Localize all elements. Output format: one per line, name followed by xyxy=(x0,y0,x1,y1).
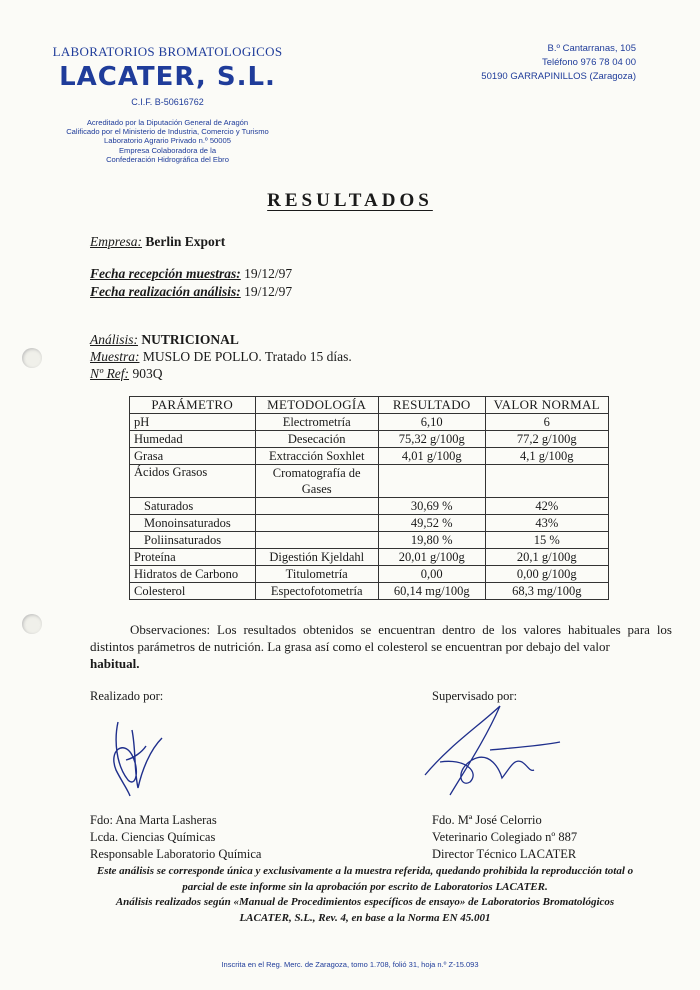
cell-parametro: Colesterol xyxy=(130,583,256,600)
table-row xyxy=(130,465,609,498)
cell-parametro: Poliinsaturados xyxy=(130,532,256,549)
cell-resultado: 49,52 % xyxy=(378,515,485,532)
cell-parametro: Hidratos de Carbono xyxy=(130,566,256,583)
cell-valor-normal: 6 xyxy=(485,414,608,431)
cell-metodologia: Digestión Kjeldahl xyxy=(255,549,378,566)
analisis-label: Análisis: xyxy=(90,332,139,347)
observations-text: Observaciones: Los resultados obtenidos se encuentran dentro de los valores habituales para los distintos parámetros de nutrición. La grasa así como el colesterol se encuentran por debajo del valor xyxy=(90,622,672,654)
header-resultado: RESULTADO xyxy=(378,397,485,414)
cell-resultado: 19,80 % xyxy=(378,532,485,549)
cell-valor-normal: 0,00 g/100g xyxy=(485,566,608,583)
ref-value: 903Q xyxy=(132,366,163,381)
realizado-block xyxy=(90,812,261,863)
address-line: 50190 GARRAPINILLOS (Zaragoza) xyxy=(481,71,636,82)
signature-supervisado xyxy=(410,700,580,800)
footnote-line: Este análisis se corresponde única y exclusivamente a la muestra referida, quedando prohibida la reproducción total o xyxy=(96,865,634,877)
table-row xyxy=(130,515,609,532)
cell-valor-normal: 42% xyxy=(485,498,608,515)
table-row xyxy=(130,583,609,600)
company-name: LACATER, S.L. xyxy=(59,62,276,92)
fecha-recepcion-field xyxy=(90,266,292,282)
empresa-field xyxy=(90,234,225,250)
cell-parametro: Saturados xyxy=(130,498,256,515)
cell-resultado: 60,14 mg/100g xyxy=(378,583,485,600)
fecha-realizacion-value: 19/12/97 xyxy=(244,284,293,299)
supervisado-line: Fdo. Mª José Celorrio xyxy=(432,813,542,827)
cell-valor-normal: 43% xyxy=(485,515,608,532)
supervisado-line: Director Técnico LACATER xyxy=(432,847,577,861)
header-valor-normal: VALOR NORMAL xyxy=(485,397,608,414)
address-line: B.º Cantarranas, 105 xyxy=(547,43,636,54)
empresa-value: Berlin Export xyxy=(145,234,226,249)
footnote xyxy=(60,864,670,926)
fecha-realizacion-field xyxy=(90,284,292,300)
observations-end: habitual. xyxy=(90,656,140,671)
analisis-field xyxy=(90,332,239,348)
cell-valor-normal: 15 % xyxy=(485,532,608,549)
header-parametro: PARÁMETRO xyxy=(130,397,256,414)
lab-name: LABORATORIOS BROMATOLOGICOS xyxy=(52,44,283,59)
table-row xyxy=(130,414,609,431)
punch-hole-top xyxy=(22,348,42,368)
address-line: Teléfono 976 78 04 00 xyxy=(541,57,636,68)
cell-metodologia: Electrometría xyxy=(255,414,378,431)
accreditation-line: Acreditado por la Diputación General de Aragón xyxy=(86,118,249,127)
cell-resultado xyxy=(378,465,485,498)
table-row xyxy=(130,549,609,566)
cell-parametro: Grasa xyxy=(130,448,256,465)
analisis-value: NUTRICIONAL xyxy=(141,332,239,347)
cell-valor-normal xyxy=(485,465,608,498)
accreditation xyxy=(40,118,295,164)
realizado-line: Responsable Laboratorio Química xyxy=(90,847,262,861)
table-row xyxy=(130,448,609,465)
results-table xyxy=(129,396,609,600)
footnote-line: LACATER, S.L., Rev. 4, en base a la Norma EN 45.001 xyxy=(239,911,491,924)
cell-metodologia: Extracción Soxhlet xyxy=(255,448,378,465)
fecha-recepcion-value: 19/12/97 xyxy=(244,266,293,281)
cell-parametro: pH xyxy=(130,414,256,431)
cell-parametro: Ácidos Grasos xyxy=(130,465,256,498)
supervisado-block xyxy=(432,812,577,863)
cell-resultado: 4,01 g/100g xyxy=(378,448,485,465)
cif: C.I.F. B-50616762 xyxy=(131,97,204,107)
table-row xyxy=(130,566,609,583)
muestra-label: Muestra: xyxy=(90,349,140,364)
cell-valor-normal: 4,1 g/100g xyxy=(485,448,608,465)
cell-parametro: Monoinsaturados xyxy=(130,515,256,532)
cell-metodologia: Cromatografía de Gases xyxy=(255,465,378,498)
realizado-line: Lcda. Ciencias Químicas xyxy=(90,830,216,844)
accreditation-line: Laboratorio Agrario Privado n.º 50005 xyxy=(104,136,231,146)
table-row xyxy=(130,498,609,515)
cell-valor-normal: 68,3 mg/100g xyxy=(485,583,608,600)
punch-hole-bottom xyxy=(22,614,42,634)
fecha-realizacion-label: Fecha realización análisis: xyxy=(90,284,241,299)
cell-valor-normal: 20,1 g/100g xyxy=(485,549,608,566)
supervisado-label: Supervisado por: xyxy=(432,689,518,703)
cell-metodologia: Desecación xyxy=(255,431,378,448)
accreditation-line: Empresa Colaboradora de la xyxy=(118,145,217,155)
muestra-value: MUSLO DE POLLO. Tratado 15 días. xyxy=(142,349,352,364)
signature-realizado xyxy=(88,710,198,800)
address xyxy=(481,42,636,84)
page-title: RESULTADOS xyxy=(267,190,433,211)
cell-resultado: 75,32 g/100g xyxy=(378,431,485,448)
header-metodologia: METODOLOGÍA xyxy=(255,397,378,414)
table-row xyxy=(130,532,609,549)
cell-parametro: Humedad xyxy=(130,431,256,448)
cell-resultado: 6,10 xyxy=(378,414,485,431)
table-header-row xyxy=(130,397,609,414)
registry-info: Inscrita en el Reg. Merc. de Zaragoza, tomo 1.708, folió 31, hoja n.º Z-15.093 xyxy=(221,960,479,969)
footnote-line: Análisis realizados según «Manual de Procedimientos específicos de ensayo» de Laboratorios Bromatológicos xyxy=(115,896,615,908)
cell-metodologia: Titulometría xyxy=(255,566,378,583)
realizado-label: Realizado por: xyxy=(90,689,164,703)
ref-label: Nº Ref: xyxy=(90,366,130,381)
cell-metodologia xyxy=(255,532,378,549)
cell-parametro: Proteína xyxy=(130,549,256,566)
supervisado-line: Veterinario Colegiado nº 887 xyxy=(432,830,578,844)
accreditation-line: Calificado por el Ministerio de Industria, Comercio y Turismo xyxy=(66,127,269,137)
accreditation-line: Confederación Hidrográfica del Ebro xyxy=(106,154,229,164)
ref-field xyxy=(90,366,162,382)
cell-metodologia xyxy=(255,498,378,515)
cell-valor-normal: 77,2 g/100g xyxy=(485,431,608,448)
cell-resultado: 20,01 g/100g xyxy=(378,549,485,566)
cell-metodologia xyxy=(255,515,378,532)
footnote-line: parcial de este informe sin la aprobación por escrito de Laboratorios LACATER. xyxy=(182,880,548,893)
empresa-label: Empresa: xyxy=(90,234,142,249)
cell-metodologia: Espectofotometría xyxy=(255,583,378,600)
cell-resultado: 0,00 xyxy=(378,566,485,583)
cell-resultado: 30,69 % xyxy=(378,498,485,515)
observations xyxy=(90,621,672,672)
table-row xyxy=(130,431,609,448)
realizado-line: Fdo: Ana Marta Lasheras xyxy=(90,813,217,827)
fecha-recepcion-label: Fecha recepción muestras: xyxy=(90,266,241,281)
muestra-field xyxy=(90,349,352,365)
